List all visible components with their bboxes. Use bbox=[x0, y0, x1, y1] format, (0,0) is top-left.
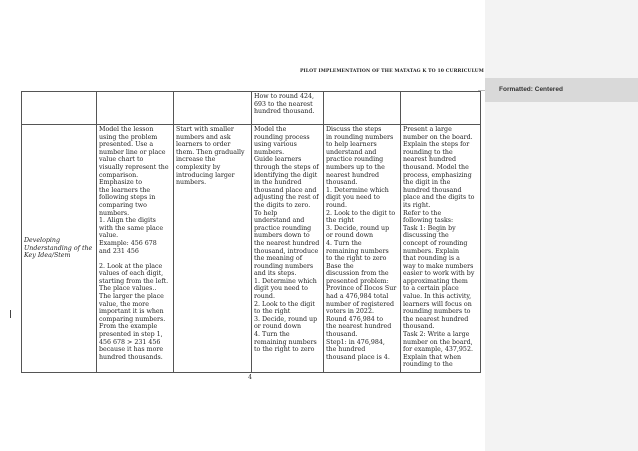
table-cell bbox=[401, 92, 481, 125]
row-label: Developing Understanding of the Key Idea/Stem bbox=[22, 125, 97, 373]
table-cell: Model the lesson using the problem presented. Use a number line or place value chart to visually represent the comparison. Emphasize to the learners the following steps in comparing two numbers. 1. Align the digits with the same place value. Example: 456 678 and 231 456 2. Look at the place values of each digit, starting from the left. The place values.. The larger the place value, the more important it is when comparing numbers. From the example presented in step 1, 456 678 > 231 456 because it has more hundred thousands. bbox=[97, 125, 174, 373]
table-cell bbox=[324, 92, 401, 125]
lesson-table bbox=[21, 91, 481, 373]
table-cell bbox=[97, 92, 174, 125]
table-cell: Discuss the steps in rounding numbers to help learners understand and practice rounding numbers up to the nearest hundred thousand. 1. Determine which digit you need to round. 2. Look to the digit to the right 3. Decide, round up or round down 4. Turn the remaining numbers to the right to zero Base the discussion from the presented problem: Province of Ilocos Sur had a 476,984 total number of registered voters in 2022. Round 476,984 to the nearest hundred thousand. Step1: in 476,984, the hundred thousand place is 4. bbox=[324, 125, 401, 373]
table-cell bbox=[22, 92, 97, 125]
page-header: PILOT IMPLEMENTATION OF THE MATATAG K TO 10 CURRICULUM bbox=[300, 69, 484, 74]
table-cell: How to round 424, 693 to the nearest hundred thousand. bbox=[252, 92, 324, 125]
formatting-comment[interactable] bbox=[485, 78, 638, 102]
table-cell bbox=[174, 92, 252, 125]
table-cell: Model the rounding process using various numbers. Guide learners through the steps of identifying the digit in the hundred thousand place and adjusting the rest of the digits to zero. To help understand and practice rounding numbers down to the nearest hundred thousand, introduce the meaning of rounding numbers and its steps. 1. Determine which digit you need to round. 2. Look to the digit to the right 3. Decide, round up or round down 4. Turn the remaining numbers to the right to zero bbox=[252, 125, 324, 373]
change-bar bbox=[10, 310, 11, 318]
table-cell: Present a large number on the board. Explain the steps for rounding to the nearest hundred thousand. Model the process, emphasizing the digit in the hundred thousand place and the digits to its right. Refer to the following tasks: Task 1: Begin by discussing the concept of rounding numbers. Explain that rounding is a way to make numbers easier to work with by approximating them to a certain place value. In this activity, learners will focus on rounding numbers to the nearest hundred thousand. Task 2: Write a large number on the board, for example, 437,952. Explain that when rounding to the bbox=[401, 125, 481, 373]
table-row bbox=[22, 92, 481, 125]
page-number: 4 bbox=[248, 374, 252, 381]
table-cell: Start with smaller numbers and ask learners to order them. Then gradually increase the complexity by introducing larger numbers. bbox=[174, 125, 252, 373]
table-row bbox=[22, 125, 481, 373]
comment-text: Formatted: Centered bbox=[499, 86, 563, 93]
comment-pane bbox=[485, 0, 638, 451]
